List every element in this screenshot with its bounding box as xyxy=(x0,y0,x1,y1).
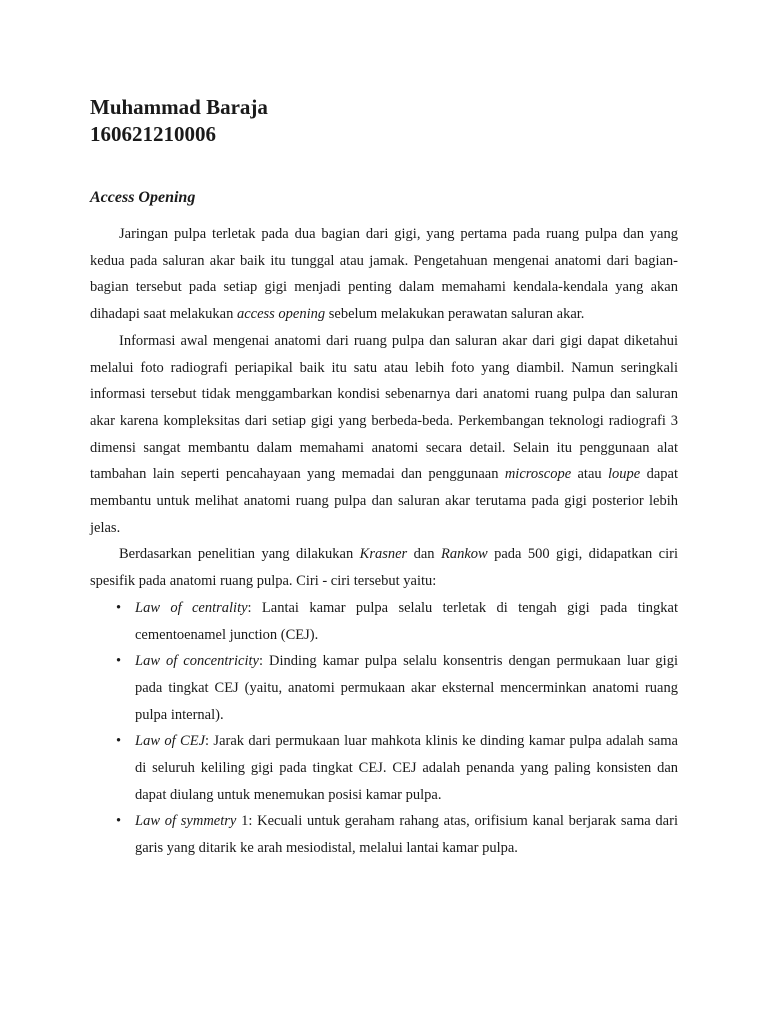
laws-list xyxy=(90,595,678,862)
list-item-law-of-centrality xyxy=(90,595,678,648)
author-krasner: Krasner xyxy=(359,546,408,563)
bullet-icon: • xyxy=(116,599,122,616)
paragraph-1-text-end: sebelum melakukan perawatan saluran akar. xyxy=(325,306,585,323)
paragraph-2-connector: atau xyxy=(571,466,609,483)
paragraph-2-text-end: dapat membantu untuk melihat anatomi ruang pulpa dan saluran akar terutama pada gigi posterior lebih jelas. xyxy=(90,466,678,536)
term-loupe: loupe xyxy=(608,466,641,483)
law-term: Law of centrality xyxy=(135,599,248,616)
law-description: : Lantai kamar pulpa selalu terletak di tengah gigi pada tingkat cementoenamel junction (CEJ). xyxy=(135,599,678,643)
paragraph-3-text: Berdasarkan penelitian yang dilakukan xyxy=(119,546,360,563)
bullet-icon: • xyxy=(116,733,122,750)
law-description: : Jarak dari permukaan luar mahkota klinis ke dinding kamar pulpa adalah sama di seluruh keliling gigi pada tingkat CEJ. CEJ adalah penanda yang paling konsisten dan dapat diulang untuk menemukan posisi kamar pulpa. xyxy=(135,733,678,803)
paragraph-1-text: Jaringan pulpa terletak pada dua bagian dari gigi, yang pertama pada ruang pulpa dan yang kedua pada saluran akar baik itu tunggal atau jamak. Pengetahuan mengenai anatomi dari bagian-bagian tersebut pada setiap gigi menjadi penting dalam memahami kendala-kendala yang akan dihadapi saat melakukan xyxy=(90,226,678,323)
paragraph-3-text-end: pada 500 gigi, didapatkan ciri spesifik pada anatomi ruang pulpa. Ciri - ciri tersebut yaitu: xyxy=(90,546,678,590)
law-description: : Dinding kamar pulpa selalu konsentris dengan permukaan luar gigi pada tingkat CEJ (yaitu, anatomi permukaan akar eksternal mencerminkan anatomi ruang pulpa internal). xyxy=(135,653,678,723)
law-description: 1: Kecuali untuk geraham rahang atas, orifisium kanal berjarak sama dari garis yang ditarik ke arah mesiodistal, melalui lantai kamar pulpa. xyxy=(135,813,678,857)
term-microscope: microscope xyxy=(504,466,572,483)
law-term: Law of CEJ xyxy=(135,733,206,750)
student-id: 160621210006 xyxy=(90,122,216,146)
paragraph-1 xyxy=(90,221,678,328)
document-page xyxy=(90,94,678,862)
author-rankow: Rankow xyxy=(440,546,488,563)
bullet-icon: • xyxy=(116,653,122,670)
term-access-opening: access opening xyxy=(236,306,326,323)
paragraph-2-text: Informasi awal mengenai anatomi dari ruang pulpa dan saluran akar dari gigi dapat diketahui melalui foto radiografi periapikal baik itu satu atau lebih foto yang diambil. Namun seringkali informasi tersebut tidak menggambarkan kondisi sebenarnya dari anatomi ruang pulpa dan saluran akar karena kompleksitas dari setiap gigi yang berbeda-beda. Perkembangan teknologi radiografi 3 dimensi sangat membantu dalam memahami anatomi secara detail. Selain itu penggunaan alat tambahan lain seperti pencahayaan yang memadai dan penggunaan xyxy=(90,332,678,483)
paragraph-3-connector: dan xyxy=(407,546,441,563)
law-term: Law of concentricity xyxy=(135,653,259,670)
law-term: Law of symmetry xyxy=(135,813,237,830)
list-item-law-of-cej xyxy=(90,728,678,808)
bullet-icon: • xyxy=(116,813,122,830)
paragraph-2 xyxy=(90,328,678,542)
paragraph-3 xyxy=(90,541,678,594)
list-item-law-of-symmetry xyxy=(90,808,678,861)
section-title: Access Opening xyxy=(90,189,196,206)
list-item-law-of-concentricity xyxy=(90,648,678,728)
author-name: Muhammad Baraja xyxy=(90,95,268,119)
document-body xyxy=(90,221,678,862)
